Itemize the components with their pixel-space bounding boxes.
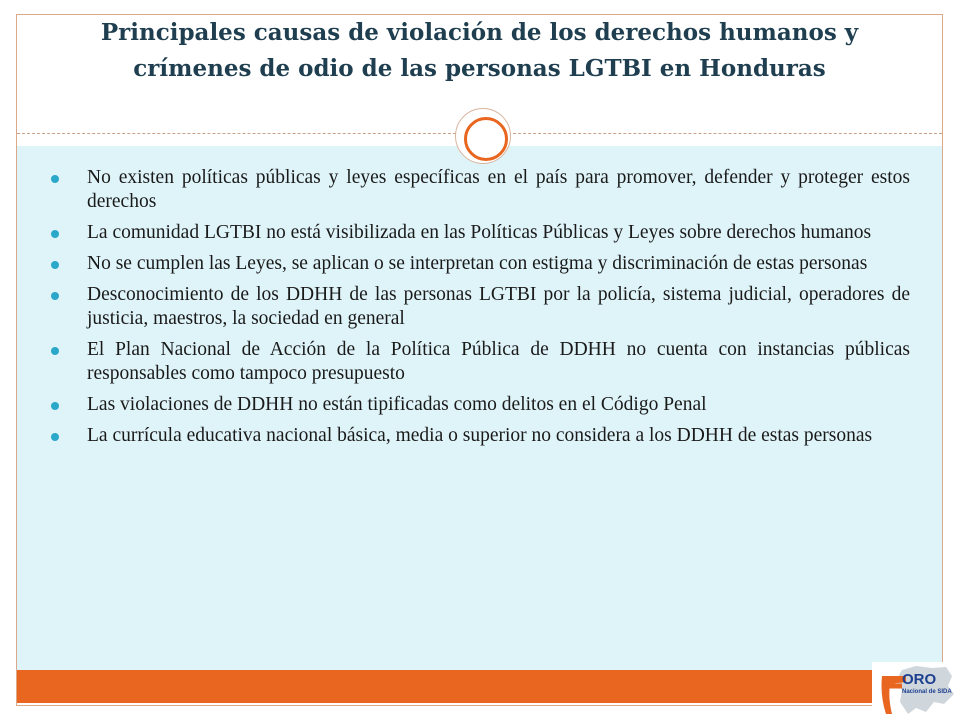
footer-bar xyxy=(17,670,942,703)
bullet-item xyxy=(67,424,910,448)
content-area xyxy=(17,146,942,670)
foro-logo xyxy=(872,662,958,718)
bullet-item xyxy=(67,283,910,331)
bullet-text: La currícula educativa nacional básica, media o superior no considera a los DDHH de estas personas xyxy=(87,425,873,446)
bullet-dot-icon xyxy=(51,292,59,300)
slide-title: Principales causas de violación de los derechos humanos y crímenes de odio de las personas LGTBI en Honduras xyxy=(100,19,859,82)
bullet-text: Las violaciones de DDHH no están tipificadas como delitos en el Código Penal xyxy=(87,394,707,415)
logo-name: ORO xyxy=(902,671,937,688)
bullet-text: No se cumplen las Leyes, se aplican o se interpretan con estigma y discriminación de estas personas xyxy=(87,253,868,274)
circle-ornament-icon xyxy=(455,108,511,164)
bullet-item xyxy=(67,393,910,417)
bullet-text: No existen políticas públicas y leyes específicas en el país para promover, defender y proteger estos derechos xyxy=(87,167,910,212)
bullet-dot-icon xyxy=(51,347,59,355)
bullet-dot-icon xyxy=(51,261,59,269)
bullet-text: La comunidad LGTBI no está visibilizada en las Políticas Públicas y Leyes sobre derechos humanos xyxy=(87,222,872,243)
bullet-item xyxy=(67,338,910,386)
bullet-item xyxy=(67,221,910,245)
logo-subtitle: Nacional de SIDA xyxy=(902,689,952,695)
ornament-ring xyxy=(464,117,508,161)
bullet-list xyxy=(67,166,910,455)
bullet-text: El Plan Nacional de Acción de la Política Pública de DDHH no cuenta con instancias públicas responsables como tampoco presupuesto xyxy=(87,339,910,384)
bullet-dot-icon xyxy=(51,175,59,183)
bullet-text: Desconocimiento de los DDHH de las personas LGTBI por la policía, sistema judicial, operadores de justicia, maestros, la sociedad en general xyxy=(87,284,910,329)
foro-logo-icon xyxy=(872,662,958,718)
bullet-dot-icon xyxy=(51,230,59,238)
bullet-dot-icon xyxy=(51,433,59,441)
bullet-dot-icon xyxy=(51,402,59,410)
bullet-item xyxy=(67,252,910,276)
bullet-item xyxy=(67,166,910,214)
